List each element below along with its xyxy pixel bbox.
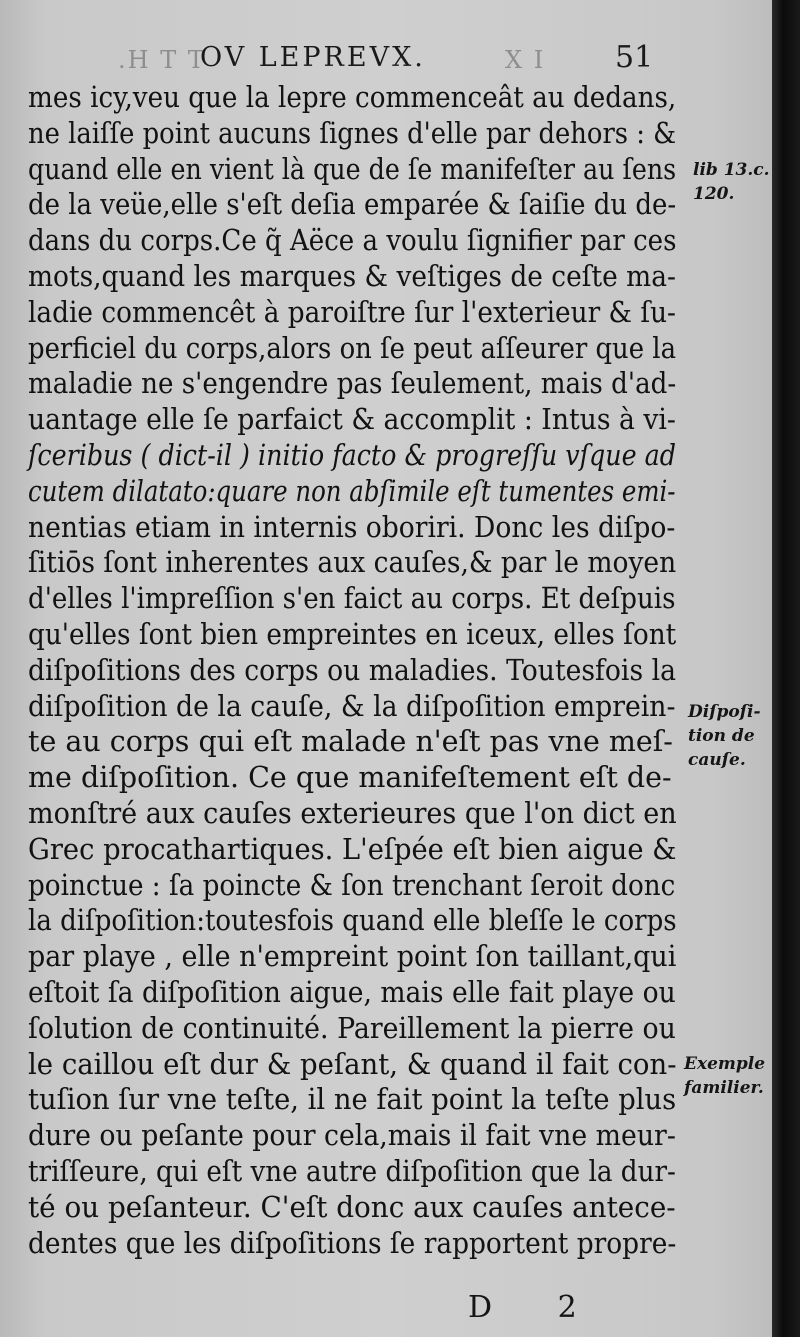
book-spine [772,0,800,1337]
bleed-through-text-left: .H T T [118,46,206,74]
margin-note-line: familier. [684,1078,764,1098]
text-line: de la veüe,elle s'eſt deſia emparée & ſaiſie du de- [28,188,677,222]
margin-note-reference [693,158,770,206]
text-line: dure ou peſante pour cela,mais il fait vne meur- [28,1119,676,1153]
margin-note-disposition [688,700,761,772]
signature-mark: D 2 [468,1290,605,1325]
text-line: me diſpoſition. Ce que manifeſtement eſt de- [28,761,672,795]
text-line: maladie ne s'engendre pas ſeulement, mais d'ad- [28,367,677,401]
text-line: Grec procathartiques. L'eſpée eſt bien aigue & [28,832,677,866]
text-line: té ou peſanteur. C'eſt donc aux cauſes antece- [28,1190,676,1224]
text-line: mots,quand les marques & veſtiges de ceſte ma- [28,259,676,293]
text-line: eſtoit ſa diſpoſition aigue, mais elle fait playe ou [28,975,676,1009]
text-line: uantage elle ſe parfaict & accomplit : Intus à vi- [28,403,676,437]
margin-note-line: lib 13.c. [693,160,770,180]
text-line: quand elle en vient là que de ſe manifeſter au ſens [28,152,677,186]
margin-note-line: Diſpoſi- [688,702,761,722]
text-line: poinctue : ſa poincte & ſon trenchant ſeroit donc [28,868,676,902]
text-line: mes icy,veu que la lepre commenceât au dedans, [28,81,677,114]
text-line: diſpoſitions des corps ou maladies. Toutesfois la [28,653,676,687]
bleed-through-text-right: X I [505,46,546,74]
margin-note-line: tion de [688,726,755,746]
text-line: ſolution de continuité. Pareillement la pierre ou [28,1011,676,1045]
text-line: te au corps qui eſt malade n'eſt pas vne meſ- [28,725,673,759]
text-line: ſceribus ( dict-il ) initio facto & progreſſu vſque ad [28,438,677,472]
text-line: dentes que les diſpoſitions ſe rapportent propre- [28,1226,677,1260]
text-line: dans du corps.Ce q̃ Aëce a voulu ſignifier par ces [28,224,677,258]
text-line: nentias etiam in internis oboriri. Donc les diſpo- [28,510,676,544]
text-line: par playe , elle n'empreint point ſon taillant,qui [28,940,677,974]
text-line: perficiel du corps,alors on ſe peut aſſeurer que la [28,331,677,365]
text-line: monſtré aux cauſes exterieures que l'on dict en [28,796,677,830]
text-line: le caillou eſt dur & peſant, & quand il fait con- [28,1047,677,1081]
margin-note-line: cauſe. [688,750,746,770]
margin-note-line: 120. [693,184,735,204]
text-line: cutem dilatato:quare non abſimile eſt tumentes emi- [28,474,676,508]
text-line: diſpoſition de la cauſe, & la diſpoſition emprein- [28,689,676,723]
body-text [28,80,676,1261]
page-header [0,40,772,80]
text-line: ne laiſſe point aucuns ſignes d'elle par dehors : & [28,116,677,150]
text-line: tuſion ſur vne teſte, il ne fait point la teſte plus [28,1083,677,1117]
margin-note-line: Exemple [684,1054,766,1074]
text-line: ladie commencêt à paroiſtre ſur l'exterieur & ſu- [28,295,676,329]
page-number: 51 [615,40,654,75]
text-line: ſitiōs ſont inherentes aux cauſes,& par le moyen [28,546,677,580]
text-line: qu'elles ſont bien empreintes en iceux, elles ſont [28,617,677,651]
text-line: d'elles l'impreſſion s'en faict au corps. Et deſpuis [28,582,676,616]
running-head: OV LEPREVX. [200,42,426,73]
margin-note-example [684,1052,765,1100]
text-line: triſſeure, qui eſt vne autre diſpoſition que la dur- [28,1154,676,1188]
text-line: la diſpoſition:toutesfois quand elle bleſſe le corps [28,904,677,938]
